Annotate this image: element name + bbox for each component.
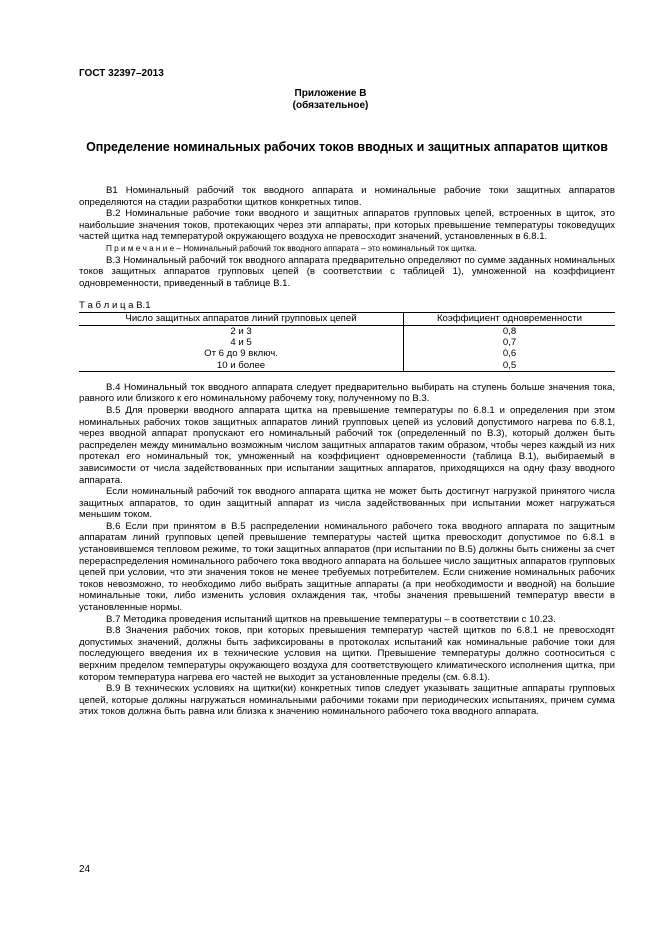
paragraph-b1: В1 Номинальный рабочий ток вводного аппарата и номинальные рабочие токи защитных аппаратов определяются на стадии разработки щитков конкретных типов. <box>79 185 615 208</box>
table-cell-coefficient: 0,7 <box>502 337 517 349</box>
appendix-heading <box>0 88 661 112</box>
table-cell-coefficient: 0,8 <box>502 325 517 337</box>
table-row <box>79 325 615 337</box>
page-title: Определение номинальных рабочих токов вводных и защитных аппаратов щитков <box>86 140 608 154</box>
note <box>79 243 615 255</box>
appendix-status: (обязательное) <box>292 100 369 111</box>
table-row <box>79 360 615 372</box>
table-cell-count: От 6 до 9 включ. <box>79 348 404 359</box>
table-cell-coefficient: 0,6 <box>502 348 517 360</box>
document-header: ГОСТ 32397–2013 <box>79 68 164 79</box>
note-label: П р и м е ч а н и е <box>106 243 175 253</box>
paragraph-b9: В.9 В технических условиях на щитки(ки) конкретных типов следует указывать защитные аппараты групповых цепей, которые должны нагружаться номинальными рабочими токами при периодических испытаниях, причем сумма этих токов должна быть равна или близка к значению номинального рабочего тока вводного аппарата. <box>79 683 615 718</box>
paragraph-b2: В.2 Номинальные рабочие токи вводного и защитных аппаратов групповых цепей, встроенных в щиток, это наибольшие значения токов, протекающих через эти аппараты, при которых превышение температуры токоведущих частей щитка над температурой окружающего воздуха не превосходит значений, установленных в 6.8.1. <box>79 208 615 243</box>
table-caption: Т а б л и ц а В.1 <box>79 300 151 312</box>
table-cell-count: 4 и 5 <box>79 337 404 348</box>
table-header-count: Число защитных аппаратов линий групповых цепей <box>79 312 404 325</box>
paragraph-b8: В.8 Значения рабочих токов, при которых превышения температур частей щитков по 6.8.1 не превосходят допустимых значений, должны быть зафиксированы в протоколах испытаний как номинальные рабочие токи для последующего введения их в технические условия на щитки. Превышение температуры должно соотноситься с верхним пределом температуры окружающего воздуха для соответствующего климатического исполнения щитка, при котором температура нагрева его частей не выходит за установленные пределы (см. 6.8.1). <box>79 625 615 683</box>
paragraph-b6: В.6 Если при принятом в В.5 распределении номинального рабочего тока вводного аппарата по защитным аппаратам линий групповых цепей превышение температуры частей щитка превосходит допустимое по 6.8.1 в установившемся тепловом режиме, то токи защитных аппаратов (при испытании по В.5) должны быть снижены за счет перераспределения номинального рабочего тока вводного аппарата на большее число защитных аппаратов групповых цепей при условии, что эти значения токов не менее требуемых потребителем. Если снижение номинальных рабочих токов невозможно, то необходимо либо выбрать защитные аппараты (а при необходимости и вводной) на большие номинальные токи, либо изменить условия охлаждения так, чтобы значения превышений температур ввести в установленные нормы. <box>79 520 616 614</box>
paragraph-b5: В.5 Для проверки вводного аппарата щитка на превышение температуры по 6.8.1 и определения при этом номинальных рабочих токов защитных аппаратов линий групповых цепей из условий допустимого нагрева по 6.8.1, через вводной аппарат пропускают его номинальный рабочий ток (определенный по В.3), который должен быть распределен между минимально возможным числом защитных аппаратов таким образом, чтобы через каждый из них протекал его номинальный ток, умноженный на коэффициент одновременности (таблица В.1), выбираемый в зависимости от числа задействованных при испытании защитных аппаратов, приходящихся на одну фазу вводного аппарата. <box>79 404 615 486</box>
coefficient-table <box>79 312 615 372</box>
document-body <box>79 185 615 718</box>
appendix-title: Приложение В <box>294 88 367 99</box>
table-row <box>79 337 615 348</box>
table-cell-count: 10 и более <box>79 360 404 372</box>
paragraph-b3: В.3 Номинальный рабочий ток вводного аппарата предварительно определяют по сумме заданных номинальных токов защитных аппаратов групповых цепей (в соответствии с таблицей 1), умноженной на коэффициент одновременности, приведенный в таблице В.1. <box>79 254 615 289</box>
page-number: 24 <box>79 864 91 875</box>
table-header-coefficient: Коэффициент одновременности <box>404 312 616 325</box>
note-text: – Номинальный рабочий ток вводного аппарата – это номинальный ток щитка. <box>174 243 477 253</box>
table-header-row <box>79 312 615 325</box>
table-cell-count: 2 и 3 <box>79 325 404 337</box>
paragraph-b7: В.7 Методика проведения испытаний щитков на превышение температуры – в соответствии с 10.23. <box>106 613 556 625</box>
table-cell-coefficient: 0,5 <box>404 360 616 372</box>
paragraph-b4: В.4 Номинальный ток вводного аппарата следует предварительно выбирать на ступень больше значения тока, равного или близкого к его номинальному рабочему току, полученному по В.3. <box>79 381 615 405</box>
paragraph-b5-continued: Если номинальный рабочий ток вводного аппарата щитка не может быть достигнут нагрузкой принятого числа защитных аппаратов, то один защитный аппарат из числа задействованных при испытании может нагружаться меньшим током. <box>79 486 615 521</box>
table-row <box>79 348 615 359</box>
